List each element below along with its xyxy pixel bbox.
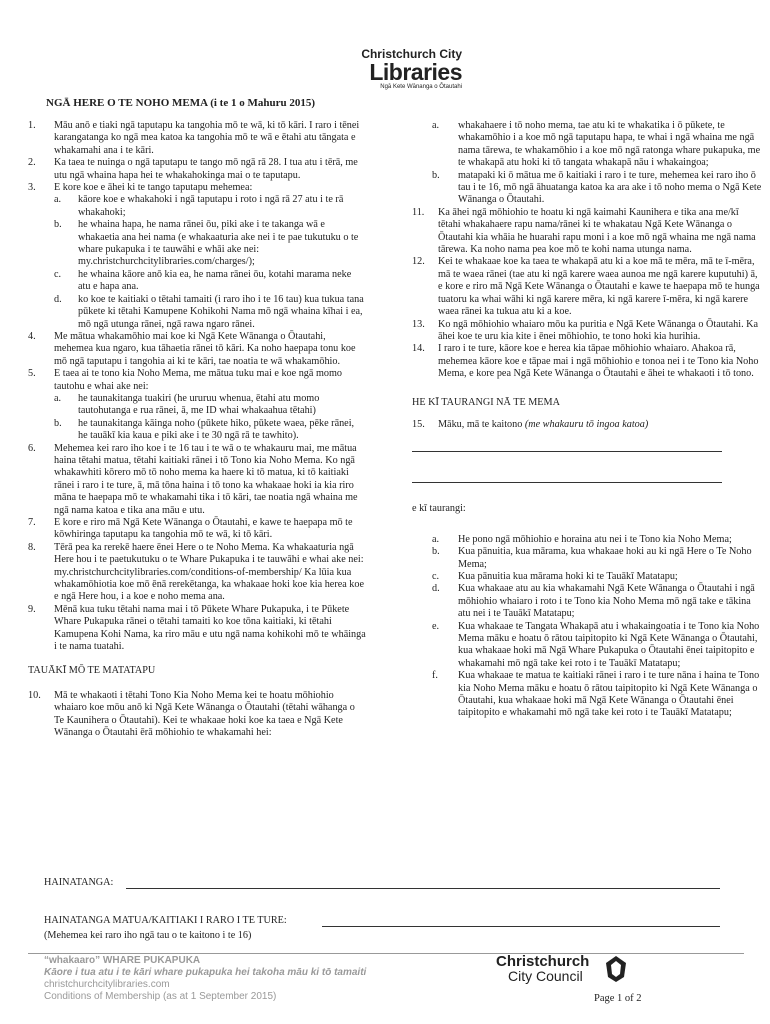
list-item [412,207,762,257]
sub-item [28,418,366,443]
sub-item [412,120,762,170]
page-number: Page 1 of 2 [594,993,642,1004]
list-item [28,331,366,368]
sub-item [412,534,762,546]
list-item [28,120,366,157]
logo-line2: Libraries [369,59,462,85]
list-item [412,343,762,380]
section-heading-privacy: TAUĀKĪ MŌ TE MATATAPU [28,665,156,677]
item-text: Mēnā kua tuku tētahi nama mai i tō Pūkete Whare Pukapuka, i te Pūkete Whare Pukapuka rānei o tētahi tamaiti ko koe tōna kaitiaki, ki tētahi Kamupena Kohi Nama, ka riro māu e utu ngā nama kohikohi mō te whāinga i te nama tuatahi. [54,603,366,653]
sub-text: Kua pānuitia kua mārama hoki ki te Tauākī Matatapu; [458,570,678,582]
item-number: 15. [412,418,425,430]
page-title: NGĀ HERE O TE NOHO MEMA (i te 1 o Mahuru 2015) [46,97,315,109]
signature-line[interactable] [126,876,720,889]
item-text: Ko ngā mōhiohio whaiaro mōu ka puritia e Ngā Kete Wānanga o Ōtautahi. Ka āhei koe te uru kia kite i ēnei mōhiohio, te tono hoki kia hurihia. [438,318,759,342]
list-item [28,443,366,517]
sub-text: whakahaere i tō noho mema, tae atu ki te whakatika i ō pūkete, te whakamōhio i a koe mō ngā taputapu hapa, te whai i ngā whaina me ngā nama tārewa, te whakamōhio i a koe mō ngā ratonga whare pukapuka, me te whakapā atu hoki ki tō tangata whakapā nāu i whakaingoa; [458,120,761,169]
sub-letter: a. [432,533,440,545]
sub-item [28,269,366,294]
item-number: 6. [28,442,36,454]
sub-text: kāore koe e whakahoki i ngā taputapu i roto i ngā rā 27 atu i te rā whakahoki; [78,194,344,218]
item-number: 7. [28,517,36,528]
sub-text: matapaki ki ō mātua me ō kaitiaki i raro i te ture, mehemea kei raro iho ō tau i te 16, mō ngā āhuatanga katoa ka ara ake i tō noho mema o Ngā Kete Wānanga o Ōtautahi. [458,169,762,206]
sub-text: Kua whakaae atu au kia whakamahi Ngā Kete Wānanga o Ōtautahi i ngā mōhiohio whaiaro i roto i te Tono kia Noho Mema mō ngā take e tākina atu nei i te Tauākī Matatapu; [458,583,755,620]
guardian-signature-label: HAINATANGA MATUA/KAITIAKI I RARO I TE TURE: [44,915,287,926]
footer-text [44,955,366,1003]
item-number: 10. [28,689,41,701]
item-text: Ka āhei ngā mōhiohio te hoatu ki ngā kaimahi Kaunihera e tika ana me/kī tētahi whakahaere rapu nama/rānei ki te whakatau Ngā Kete Wānanga o Ōtautahi kia whāia he huarahi rapu moni i a koe mō ngā whaina me ngā nama tārewa. Ka noho nama pea koe mō te kohi nama utunga nama. [438,206,756,256]
council-emblem-icon [604,955,628,983]
council-line2: City Council [508,968,583,984]
sub-item [412,621,762,671]
item-number: 13. [412,318,425,330]
item-number: 5. [28,368,36,380]
item-text: Māu anō e tiaki ngā taputapu ka tangohia mō te wā, ki tō kāri. I raro i tēnei karangatanga ko ngā mea katoa ka tangohia mō te wā e ētahi atu tāngata e whakamahi ana i te kāri. [54,120,360,156]
council-line1: Christchurch [496,953,590,970]
sub-text: Kua whakaae te matua te kaitiaki rānei i raro i te ture nāna i haina te Tono kia Noho Mema māku e hoatu ō rātou taipitopito ki Ngā Kete Wānanga o Ōtautahi, kua whakaae hoki mā Ngā Kete Wānanga o Ōtautahi ēnei taipitopito e whakamahi mō ngā take kei roto i te Tauākī Matatapu; [458,670,760,719]
sub-letter: b. [432,546,440,558]
logo-line3: Ngā Kete Wānanga o Ōtautahi [380,84,462,90]
sub-letter: b. [54,417,62,429]
sub-letter: a. [54,392,62,404]
item-text: E taea ai te tono kia Noho Mema, me mātua tuku mai e koe ngā momo tautohu e whai ake nei: [54,368,342,392]
sub-letter: f. [432,670,438,682]
item-number: 4. [28,330,36,342]
footer-divider [28,953,744,954]
sub-text: Kua whakaae te Tangata Whakapā atu i whakaingoatia i te Tono kia Noho Mema māku e hoatu ō rātou taipitopito ki Ngā Kete Wānanga o Ōtautahi, kua whakaae hoki mā Ngā Whare Pukapuka o Ōtautahi ēnei taipitopito e whakamahi mō ngā take kei roto i te Tauākī Matatapu; [458,620,760,669]
item-text: Mehemea kei raro iho koe i te 16 tau i te wā o te whakauru mai, me mātua haina tētahi matua, tētahi kaitiaki rānei i tō Tono kia Noho Mema. Ko ngā whakawhiti kōrero mō tō noho mema ka haere ki tō matua, ki tō kaitiaki rānei i raro i te ture, ā, mā tōna haina i tō tono ka whakaae hoki ia kia riro māna te haepapa mō te whakamahi tika i tō kāri, tae noatia ngā whaina me ngā nama katoa e tika ana māu e utu. [54,442,358,516]
section-heading-pledge: HE KĪ TAURANGI NĀ TE MEMA [412,396,560,408]
item-text: Kei te whakaae koe ka taea te whakapā atu ki a koe mā te mēra, mā te ī-mēra, mā te waea rānei (tae atu ki ngā karere waea aunoa me ngā karere kuputuhi) ā, e kore e riro mā Ngā Kete Wānanga o Ōtautahi e kawe te haepapa mō te hunga tuatoru ka whai wāhi ki ngā karere mēra, ki ngā karere ī-mēra, ki ngā karere waea rānei ka tukua atu ki a koe. [438,256,760,318]
sub-letter: d. [432,583,440,595]
sub-letter: a. [54,194,62,206]
sub-item [28,393,366,418]
item-italic-note: (me whakauru tō ingoa katoa) [524,418,649,430]
sub-letter: b. [432,169,440,181]
sub-item [28,294,366,331]
sub-letter: a. [432,120,440,131]
item-text: Me mātua whakamōhio mai koe ki Ngā Kete Wānanga o Ōtautahi, mehemea kua ngaro, kua tāhaetia rānei tō kāri. Ka noho haepapa tonu koe mō ngā taputapu i tangohia ai ki te kāri, tae noatia te wā whakamōhio. [54,330,356,367]
sub-text: He pono ngā mōhiohio e horaina atu nei i te Tono kia Noho Mema; [458,533,732,545]
sub-text: Kua pānuitia, kua mārama, kua whakaae hoki au ki ngā Here o Te Noho Mema; [458,546,752,570]
sub-item [412,170,762,207]
name-line-2[interactable] [412,470,722,483]
council-logo [496,954,628,994]
list-item [28,157,366,182]
sub-letter: b. [54,219,62,231]
footer-line4: Conditions of Membership (as at 1 September 2015) [44,991,277,1002]
footer-line2: Kāore i tua atu i te kāri whare pukapuka hei takoha māu ki tō tamaiti [44,967,367,978]
sub-text: ko koe te kaitiaki o tētahi tamaiti (i raro iho i te 16 tau) kua tukua tana pūkete ki tētahi Kamupene Kohikohi Nama mō ngā whaina kīhai i ea, mō ngā utunga rānei, ngā rawa ngaro rānei. [78,293,364,330]
list-item [28,690,366,740]
item-number: 2. [28,157,36,169]
guardian-note: (Mehemea kei raro iho ngā tau o te kaitono i te 16) [44,930,252,941]
item-text: E kore e riro mā Ngā Kete Wānanga o Ōtautahi, e kawe te haepapa mō te kōwhiringa taputapu ka tangohia mō te wā, ki tō kāri. [54,517,353,541]
left-column [28,120,366,740]
libraries-logo [312,48,462,94]
item-number: 8. [28,541,36,553]
item-text: I raro i te ture, kāore koe e herea kia tāpae mōhiohio whaiaro. Ahakoa rā, mehemea kāore koe e tāpae mai i ngā mōhiohio e tonoa nei i te Tono kia Noho Mema, e kore pea Ngā Kete Wānanga o Ōtautahi e āhei te whakaoti i tō tono. [438,343,759,380]
name-line-1[interactable] [412,439,722,452]
list-item [28,542,366,604]
sub-text: he taunakitanga kāinga noho (pūkete hiko, pūkete waea, pēke rānei, he tauākī kia kaua e piki ake i te 30 ngā rā te tawhito). [78,417,355,442]
item-number: 9. [28,603,36,615]
sub-item [412,670,762,720]
list-item [28,604,366,654]
sub-letter: c. [432,570,440,582]
sub-item [412,546,762,571]
list-item [28,368,366,393]
list-item [28,182,366,194]
sub-letter: c. [54,268,62,280]
item-text: Mā te whakaoti i tētahi Tono Kia Noho Mema kei te hoatu mōhiohio whaiaro koe mōu anō ki Ngā Kete Wānanga o Ōtautahi (tētahi wāhanga o Te Kaunihera o Ōtautahi). Kei te whakaae hoki koe ka taea e Ngā Kete Wānanga o Ōtautahi ērā mōhiohio te whakamahi hei: [54,689,355,739]
sub-item [28,194,366,219]
item-text: Ka taea te nuinga o ngā taputapu te tango mō ngā rā 28. I tua atu i tērā, me utu ngā whaina hapa hei te whakahokinga mai o te taputapu. [54,157,358,181]
sub-letter: d. [54,293,62,305]
sub-item [412,583,762,620]
sub-item [28,219,366,269]
pledge-intro: e kī taurangi: [412,503,466,515]
right-column [412,120,762,720]
item-text: Māku, mā te kaitono [438,418,523,430]
signature-label: HAINATANGA: [44,877,114,888]
item-number: 3. [28,182,36,194]
item-number: 14. [412,343,425,355]
footer-line1: “whakaaro” WHARE PUKAPUKA [44,955,201,966]
item-text: Tērā pea ka rerekē haere ēnei Here o te Noho Mema. Ka whakaaturia ngā Here hou i te paetukutuku o te Whare Pukapuka i te tauwāhi e whai ake nei: my.christchurchcitylibraries.com/conditions-of-membership/ Ka lūia kua whakamōhiotia koe mō ēnā rerekētanga, ka whakaae hoki koe kia herea koe e ngā Here hou, i a koe e noho mema ana. [54,541,365,603]
sub-text: he taunakitanga tuakiri (he ururuu whenua, ētahi atu momo tautohutanga e rua rānei, ā, me ID whai whakaahua tētahi) [78,392,320,417]
logo-line1: Christchurch City [361,47,462,61]
item-number: 1. [28,120,36,131]
item-text: E kore koe e āhei ki te tango taputapu mehemea: [54,182,253,194]
list-item [412,319,762,344]
item-number: 12. [412,256,425,268]
item-number: 11. [412,206,425,218]
guardian-signature-line[interactable] [322,914,720,927]
list-item [412,419,762,431]
sub-item [412,571,762,583]
list-item [412,256,762,318]
list-item [28,517,366,542]
sub-text: he whaina kāore anō kia ea, he nama rānei ōu, kotahi marama neke atu e hapa ana. [78,268,352,293]
sub-text: he whaina hapa, he nama rānei ōu, piki ake i te takanga wā e whakaetia ana hei nama (e whakaaturia ake nei i te pae tukutuku o te whare pukapuka i te tauwāhi e whāi ake nei: my.christchurchcitylibraries.com/charges/); [78,219,359,268]
footer-line3: christchurchcitylibraries.com [44,979,170,990]
sub-letter: e. [432,620,440,632]
